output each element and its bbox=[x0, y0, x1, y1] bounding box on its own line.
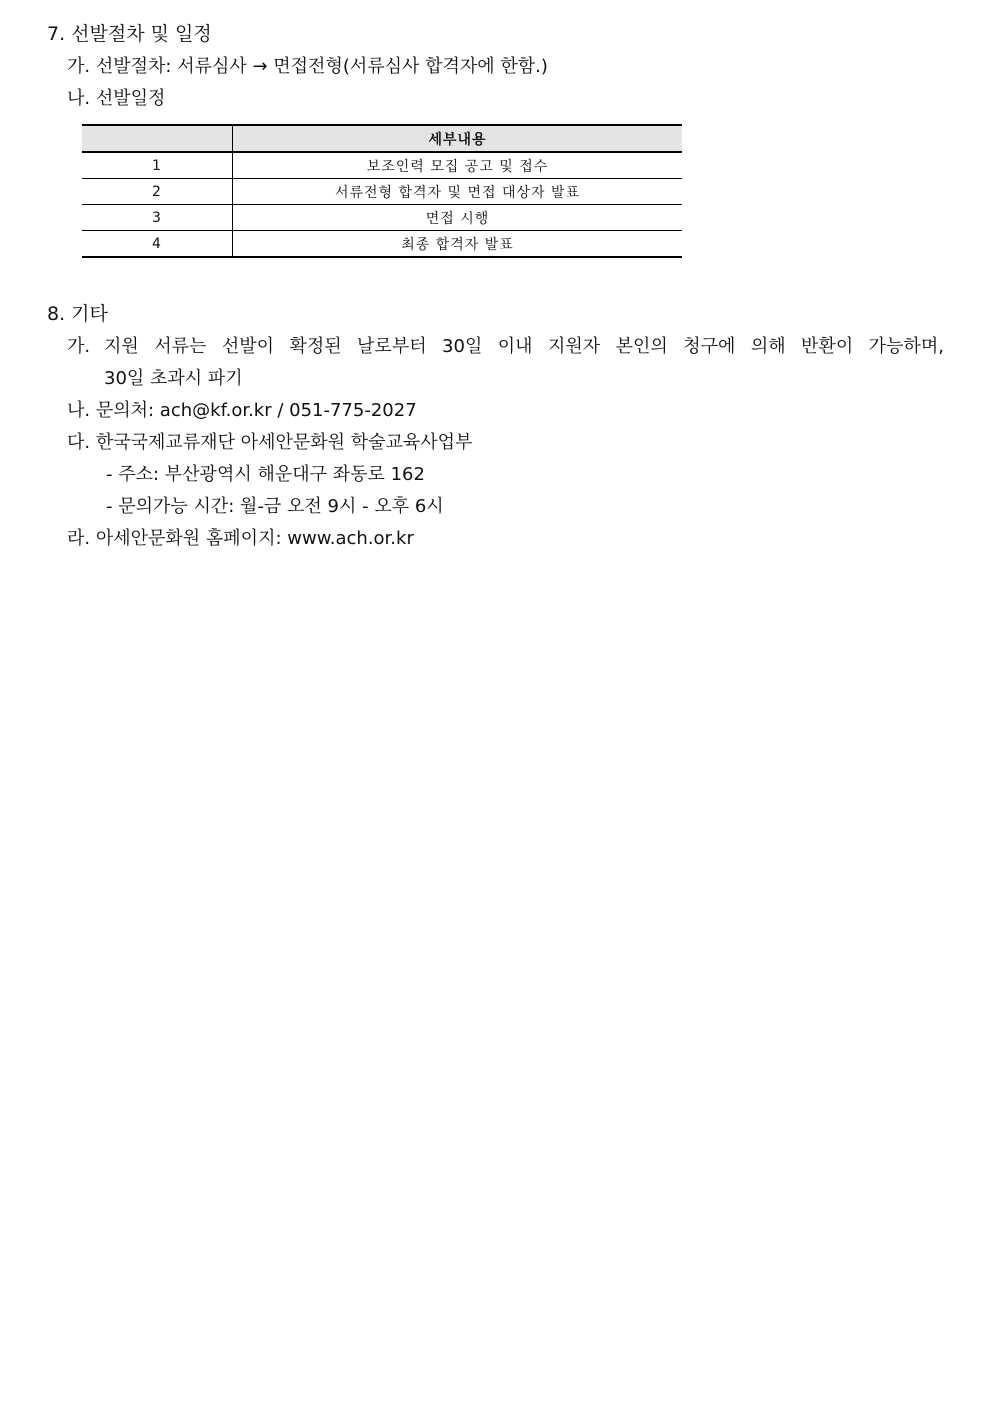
word: 날로부터 bbox=[357, 336, 427, 357]
header-no bbox=[82, 125, 233, 152]
row-no: 1 bbox=[82, 152, 233, 179]
section-8-item-na bbox=[67, 399, 417, 423]
section-8-item-ga-line1 bbox=[104, 335, 944, 359]
address-line: - 주소: 부산광역시 해운대구 좌동로 162 bbox=[106, 464, 425, 485]
section-8-item-ga-line2: 30일 초과시 파기 bbox=[104, 368, 243, 389]
row-no: 4 bbox=[82, 231, 233, 258]
row-no: 3 bbox=[82, 205, 233, 231]
section-8-item-ra bbox=[67, 527, 414, 551]
item-marker: 다. bbox=[67, 432, 91, 453]
item-marker: 라. bbox=[67, 528, 91, 549]
hours-line: - 문의가능 시간: 월-금 오전 9시 - 오후 6시 bbox=[106, 496, 444, 517]
word: 가능하며, bbox=[868, 336, 944, 357]
word: 선발이 bbox=[221, 336, 274, 357]
section-8-title: 8. 기타 bbox=[47, 303, 108, 325]
row-detail: 서류전형 합격자 및 면접 대상자 발표 bbox=[233, 179, 683, 205]
word: 의해 bbox=[750, 336, 786, 357]
schedule-table bbox=[82, 124, 682, 258]
table-row bbox=[82, 231, 682, 258]
word: 지원 bbox=[104, 336, 139, 357]
word: 청구에 bbox=[683, 336, 736, 357]
section-7-title: 7. 선발절차 및 일정 bbox=[47, 23, 212, 45]
organization-text: 한국국제교류재단 아세안문화원 학술교육사업부 bbox=[95, 432, 473, 453]
word: 서류는 bbox=[154, 336, 207, 357]
header-detail: 세부내용 bbox=[233, 125, 683, 152]
row-no: 2 bbox=[82, 179, 233, 205]
selection-procedure-text: 선발절차: 서류심사 → 면접전형(서류심사 합격자에 한함.) bbox=[95, 56, 548, 77]
selection-schedule-label: 선발일정 bbox=[95, 88, 166, 109]
table-row bbox=[82, 205, 682, 231]
word: 지원자 bbox=[548, 336, 601, 357]
section-7-item-na bbox=[67, 87, 165, 111]
contact-text: 문의처: ach@kf.or.kr / 051-775-2027 bbox=[95, 400, 417, 421]
item-marker: 나. bbox=[67, 400, 91, 421]
item-marker: 가. bbox=[67, 56, 91, 77]
section-8-item-ga-marker: 가. bbox=[67, 336, 91, 357]
word: 본인의 bbox=[615, 336, 668, 357]
word: 이내 bbox=[497, 336, 533, 357]
table-row bbox=[82, 152, 682, 179]
word: 확정된 bbox=[289, 336, 342, 357]
row-detail: 보조인력 모집 공고 및 접수 bbox=[233, 152, 683, 179]
item-marker: 나. bbox=[67, 88, 91, 109]
section-7-item-ga bbox=[67, 55, 548, 79]
homepage-text: 아세안문화원 홈페이지: www.ach.or.kr bbox=[95, 528, 414, 549]
row-detail: 최종 합격자 발표 bbox=[233, 231, 683, 258]
table-row bbox=[82, 179, 682, 205]
section-8-item-da bbox=[67, 431, 472, 455]
table-header-row bbox=[82, 125, 682, 152]
word: 30일 bbox=[442, 336, 483, 357]
row-detail: 면접 시행 bbox=[233, 205, 683, 231]
word: 반환이 bbox=[801, 336, 854, 357]
